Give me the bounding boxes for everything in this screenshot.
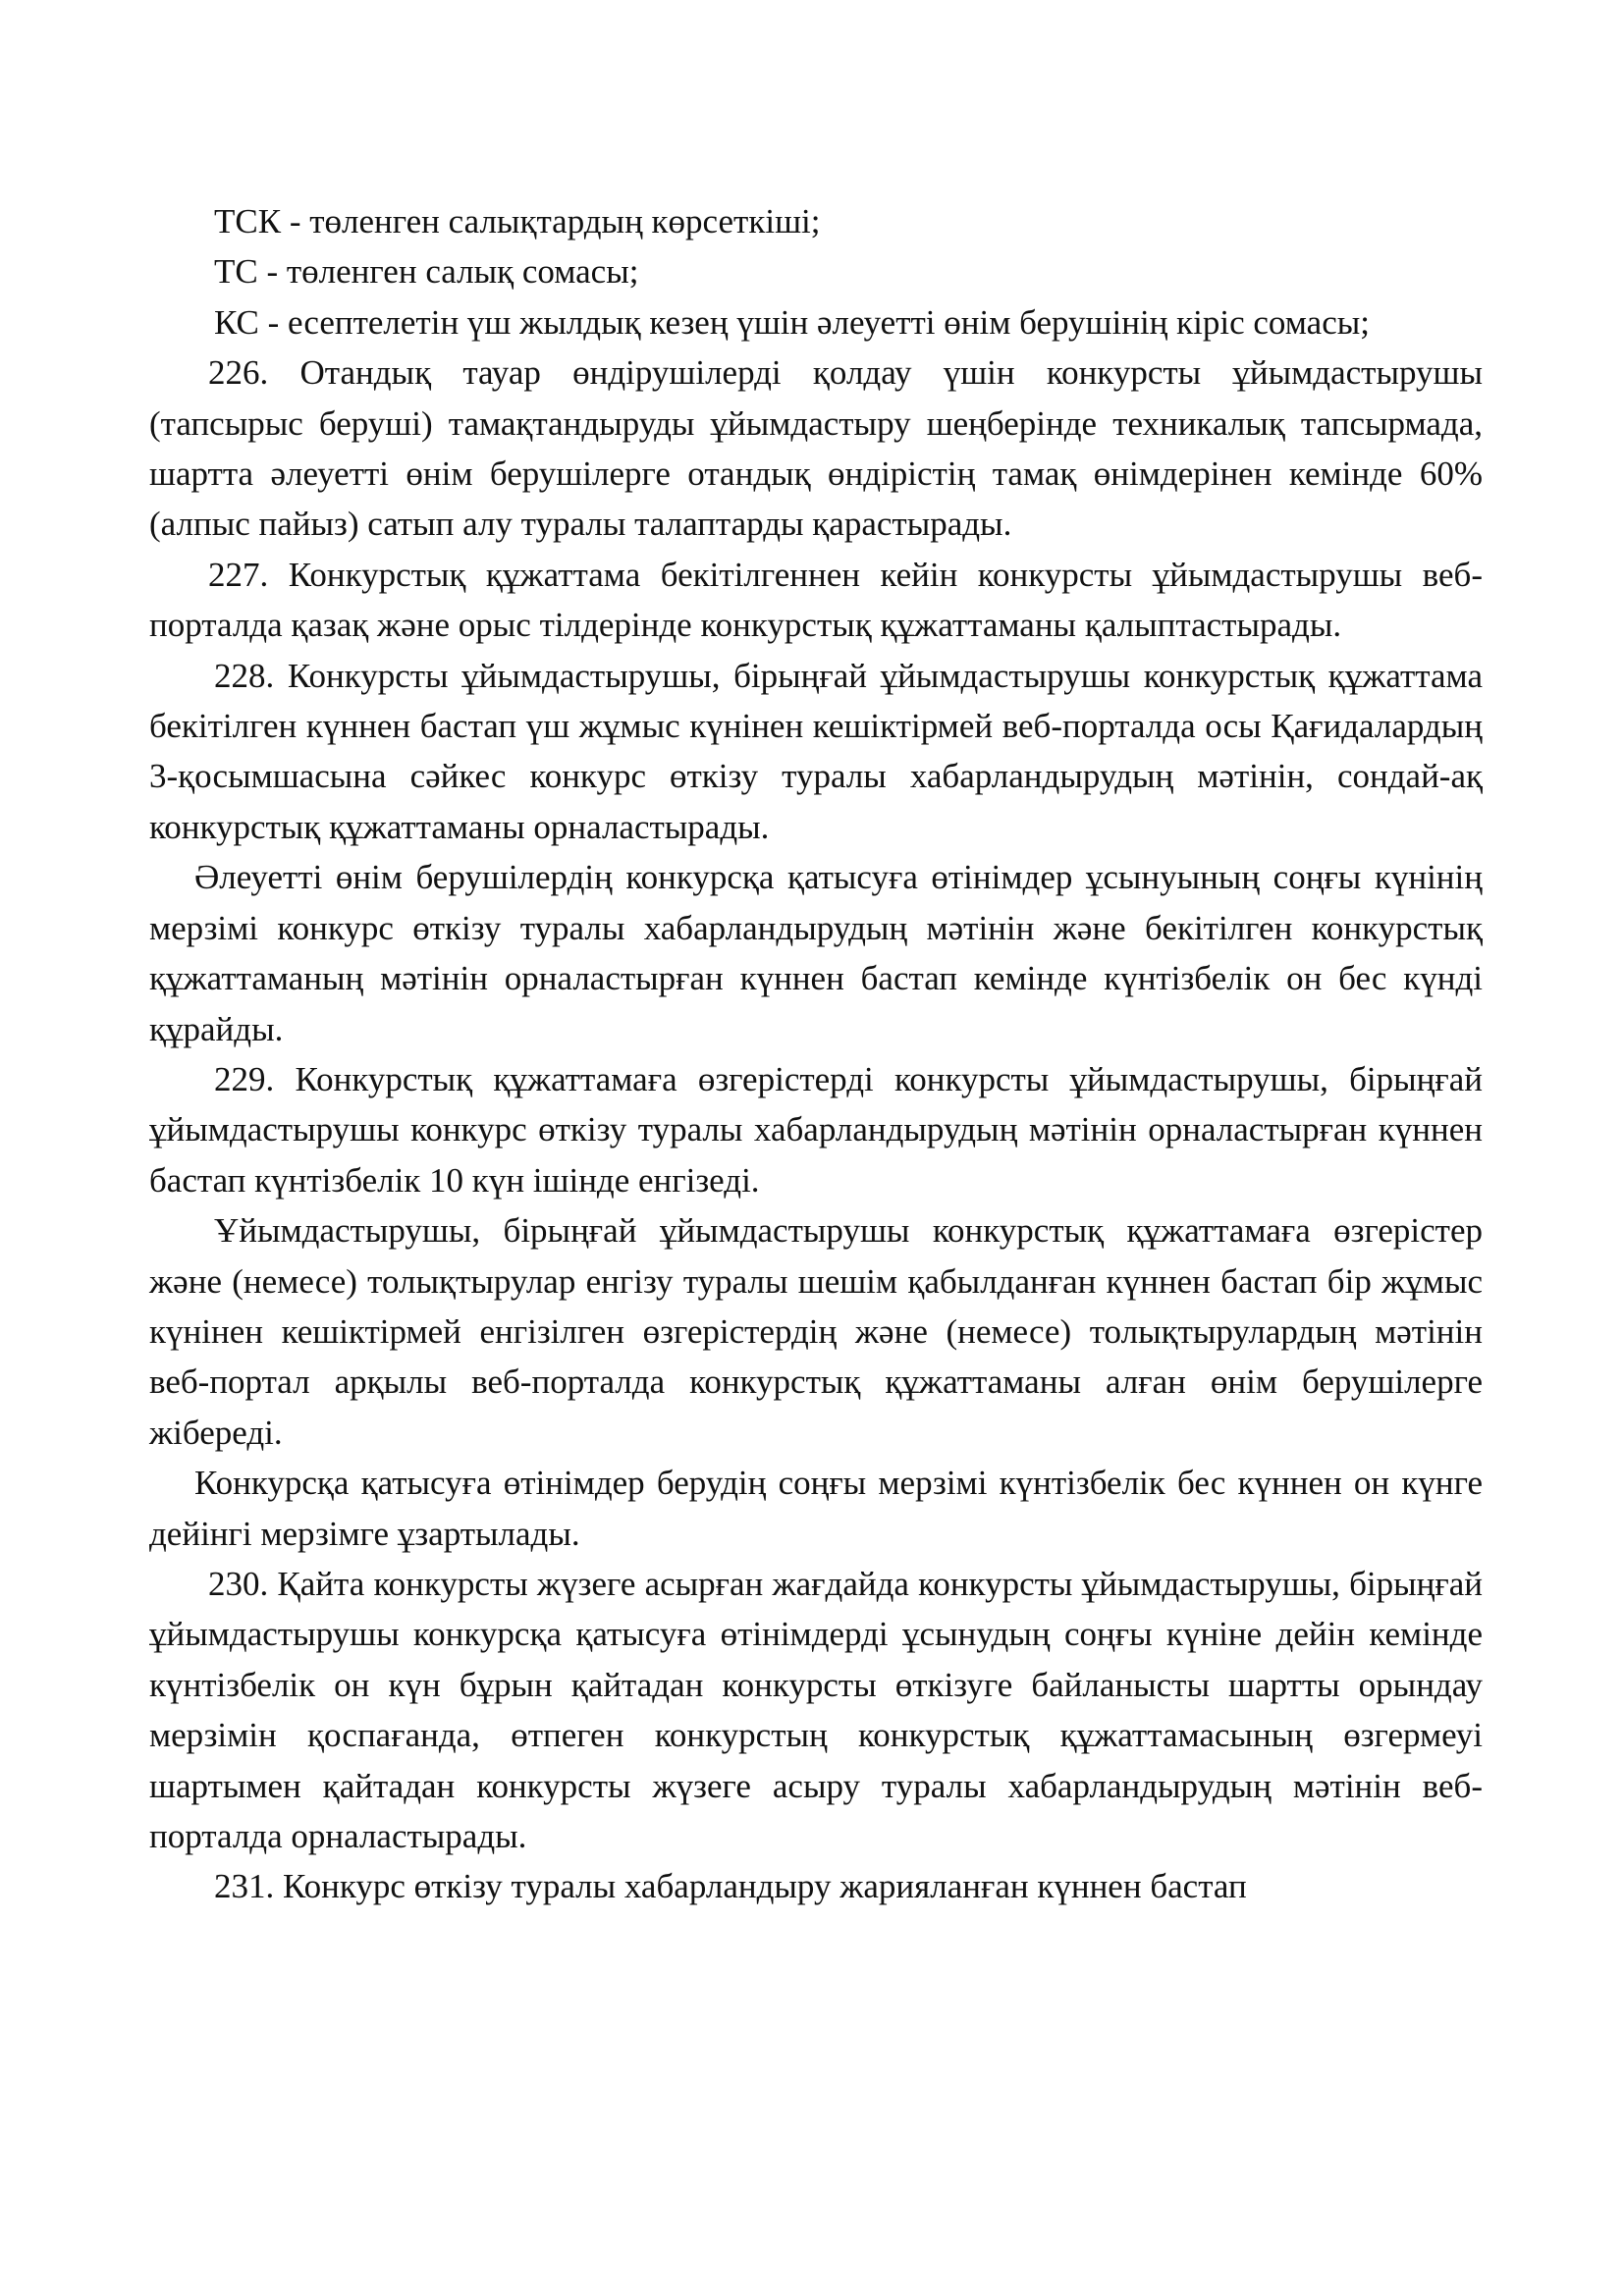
paragraph-228: 228. Конкурсты ұйымдастырушы, бірыңғай ұйымдастырушы конкурстық құжаттама бекітілген күннен бастап үш жұмыс күнінен кешіктірмей веб-порталда осы Қағидалардың 3-қосымшасына сәйкес конкурс өткізу туралы хабарландырудың мәтінін, сондай-ақ конкурстық құжаттаманы орналастырады. bbox=[149, 656, 1483, 846]
paragraph-229-extension: Конкурсқа қатысуға өтінімдер берудің соңғы мерзімі күнтізбелік бес күннен он күнге дейінгі мерзімге ұзартылады. bbox=[149, 1464, 1483, 1553]
paragraph-226: 226. Отандық тауар өндірушілерді қолдау үшін конкурсты ұйымдастырушы (тапсырыс беруші) тамақтандыруды ұйымдастыру шеңберінде техникалық тапсырмада, шартта әлеуетті өнім берушілерге отандық өндірістің тамақ өнімдерінен кемінде 60% (алпыс пайыз) сатып алу туралы талаптарды қарастырады. bbox=[149, 353, 1483, 544]
paragraph-229: 229. Конкурстық құжаттамаға өзгерістерді конкурсты ұйымдастырушы, бірыңғай ұйымдастырушы конкурс өткізу туралы хабарландырудың мәтінін орналастырған күннен бастап күнтізбелік 10 күн ішінде енгізеді. bbox=[149, 1059, 1483, 1200]
document-body bbox=[149, 196, 1483, 1912]
definition-ts: ТС - төленген салық сомасы; bbox=[214, 252, 639, 292]
paragraph-229-changes: Ұйымдастырушы, бірыңғай ұйымдастырушы конкурстық құжаттамаға өзгерістер және (немесе) толықтырулар енгізу туралы шешім қабылданған күннен бастап бір жұмыс күнінен кешіктірмей енгізілген өзгерістердің және (немесе) толықтырулардың мәтінін веб-портал арқылы веб-порталда конкурстық құжаттаманы алған өнім берушілерге жібереді. bbox=[149, 1211, 1483, 1452]
definition-ks: КС - есептелетін үш жылдық кезең үшін әлеуетті өнім берушінің кіріс сомасы; bbox=[214, 302, 1370, 342]
paragraph-227: 227. Конкурстық құжаттама бекітілгеннен кейін конкурсты ұйымдастырушы веб-порталда қазақ және орыс тілдерінде конкурстық құжаттаманы қалыптастырады. bbox=[149, 555, 1483, 645]
definition-tsk: ТСК - төленген салықтардың көрсеткіші; bbox=[214, 202, 821, 240]
paragraph-228-deadline: Әлеуетті өнім берушілердің конкурсқа қатысуға өтінімдер ұсынуының соңғы күнінің мерзімі конкурс өткізу туралы хабарландырудың мәтінін және бекітілген конкурстық құжаттаманың мәтінін орналастырған күннен бастап кемінде күнтізбелік он бес күнді құрайды. bbox=[149, 858, 1483, 1048]
paragraph-230: 230. Қайта конкурсты жүзеге асырған жағдайда конкурсты ұйымдастырушы, бірыңғай ұйымдастырушы конкурсқа қатысуға өтінімдерді ұсынудың соңғы күніне дейін кемінде күнтізбелік он күн бұрын қайтадан конкурсты өткізуге байланысты шартты орындау мерзімін қоспағанда, өтпеген конкурстың конкурстық құжаттамасының өзгермеуі шартымен қайтадан конкурсты жүзеге асыру туралы хабарландырудың мәтінін веб-порталда орналастырады. bbox=[149, 1564, 1483, 1855]
paragraph-231: 231. Конкурс өткізу туралы хабарландыру жарияланған күннен бастап bbox=[214, 1867, 1247, 1906]
